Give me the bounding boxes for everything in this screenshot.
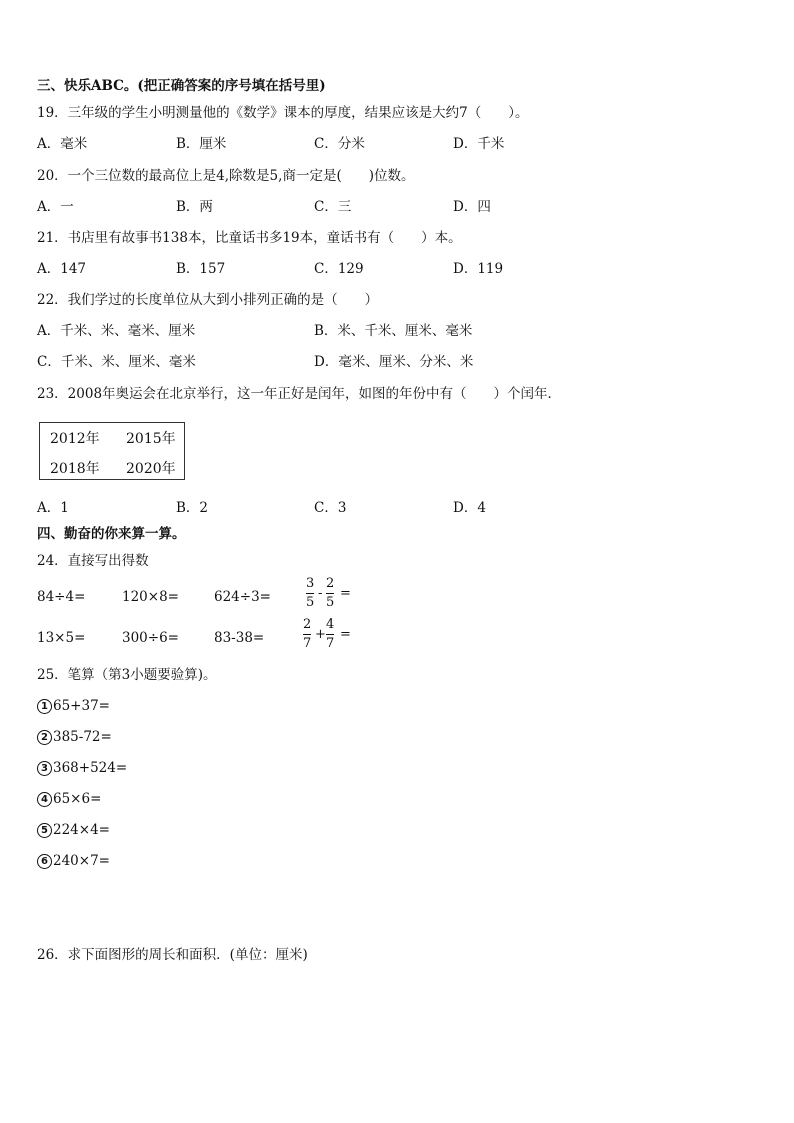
year-2012: 2012年 xyxy=(50,431,100,447)
q19-option-b: B．厘米 xyxy=(176,136,227,152)
q20-option-d: D．四 xyxy=(453,199,491,215)
written-calc-3: 3 368+524= xyxy=(37,759,127,777)
equals-sign: = xyxy=(340,627,351,642)
equals-sign: = xyxy=(340,586,351,601)
question-23: 23．2008年奥运会在北京举行，这一年正好是闰年，如图的年份中有（ ）个闰年． xyxy=(37,386,562,402)
question-21: 21．书店里有故事书138本，比童话书多19本，童话书有（ ）本。 xyxy=(37,230,462,246)
plus-sign: + xyxy=(315,627,326,642)
circled-number-6: 6 xyxy=(37,854,52,869)
question-22: 22．我们学过的长度单位从大到小排列正确的是（ ） xyxy=(37,292,379,308)
q21-option-d: D．119 xyxy=(453,261,504,277)
question-19: 19．三年级的学生小明测量他的《数学》课本的厚度，结果应该是大约7（ ）。 xyxy=(37,105,529,121)
q19-option-d: D．千米 xyxy=(453,136,505,152)
written-calc-2: 2 385-72= xyxy=(37,728,112,746)
q21-option-b: B．157 xyxy=(176,261,226,277)
section4-title: 四、勤奋的你来算一算。 xyxy=(37,526,186,542)
q22-option-b: B．米、千米、厘米、毫米 xyxy=(314,323,473,339)
question-24: 24．直接写出得数 xyxy=(37,553,149,569)
calc-83-sub-38: 83-38= xyxy=(214,630,265,646)
q20-option-a: A．一 xyxy=(37,199,74,215)
year-2015: 2015年 xyxy=(126,431,176,447)
question-20: 20．一个三位数的最高位上是4,除数是5,商一定是( )位数。 xyxy=(37,168,415,184)
q19-option-c: C．分米 xyxy=(314,136,365,152)
circled-number-4: 4 xyxy=(37,792,52,807)
q20-option-b: B．两 xyxy=(176,199,213,215)
calc-120-mul-8: 120×8= xyxy=(122,589,179,605)
year-2020: 2020年 xyxy=(126,461,176,477)
q21-option-a: A．147 xyxy=(37,261,87,277)
q19-option-a: A．毫米 xyxy=(37,136,88,152)
q23-option-a: A．1 xyxy=(37,500,69,516)
circled-number-1: 1 xyxy=(37,699,52,714)
frac-2-5: 2 5 xyxy=(326,576,335,610)
calc-300-div-6: 300÷6= xyxy=(122,630,179,646)
q23-option-d: D．4 xyxy=(453,500,486,516)
q20-option-c: C．三 xyxy=(314,199,352,215)
circled-number-3: 3 xyxy=(37,761,52,776)
minus-sign: - xyxy=(318,586,323,601)
calc-624-div-3: 624÷3= xyxy=(214,589,271,605)
circled-number-2: 2 xyxy=(37,730,52,745)
frac-3-5: 3 5 xyxy=(306,576,315,610)
q22-option-c: C．千米、米、厘米、毫米 xyxy=(37,354,196,370)
section3-title: 三、快乐ABC。(把正确答案的序号填在括号里) xyxy=(37,78,326,94)
calc-84-div-4: 84÷4= xyxy=(37,589,86,605)
q22-option-d: D．毫米、厘米、分米、米 xyxy=(314,354,474,370)
frac-4-7: 4 7 xyxy=(326,617,335,651)
year-box xyxy=(39,422,185,480)
circled-number-5: 5 xyxy=(37,823,52,838)
year-2018: 2018年 xyxy=(50,461,100,477)
written-calc-4: 4 65×6= xyxy=(37,790,101,808)
q21-option-c: C．129 xyxy=(314,261,364,277)
q23-option-c: C．3 xyxy=(314,500,347,516)
frac-2-7: 2 7 xyxy=(303,617,312,651)
written-calc-1: 1 65+37= xyxy=(37,697,110,715)
q23-option-b: B．2 xyxy=(176,500,209,516)
written-calc-6: 6 240×7= xyxy=(37,852,110,870)
question-26: 26．求下面图形的周长和面积．(单位：厘米) xyxy=(37,947,308,963)
written-calc-5: 5 224×4= xyxy=(37,821,110,839)
q22-option-a: A．千米、米、毫米、厘米 xyxy=(37,323,196,339)
calc-13-mul-5: 13×5= xyxy=(37,630,86,646)
question-25: 25．笔算（第3小题要验算)。 xyxy=(37,667,217,683)
